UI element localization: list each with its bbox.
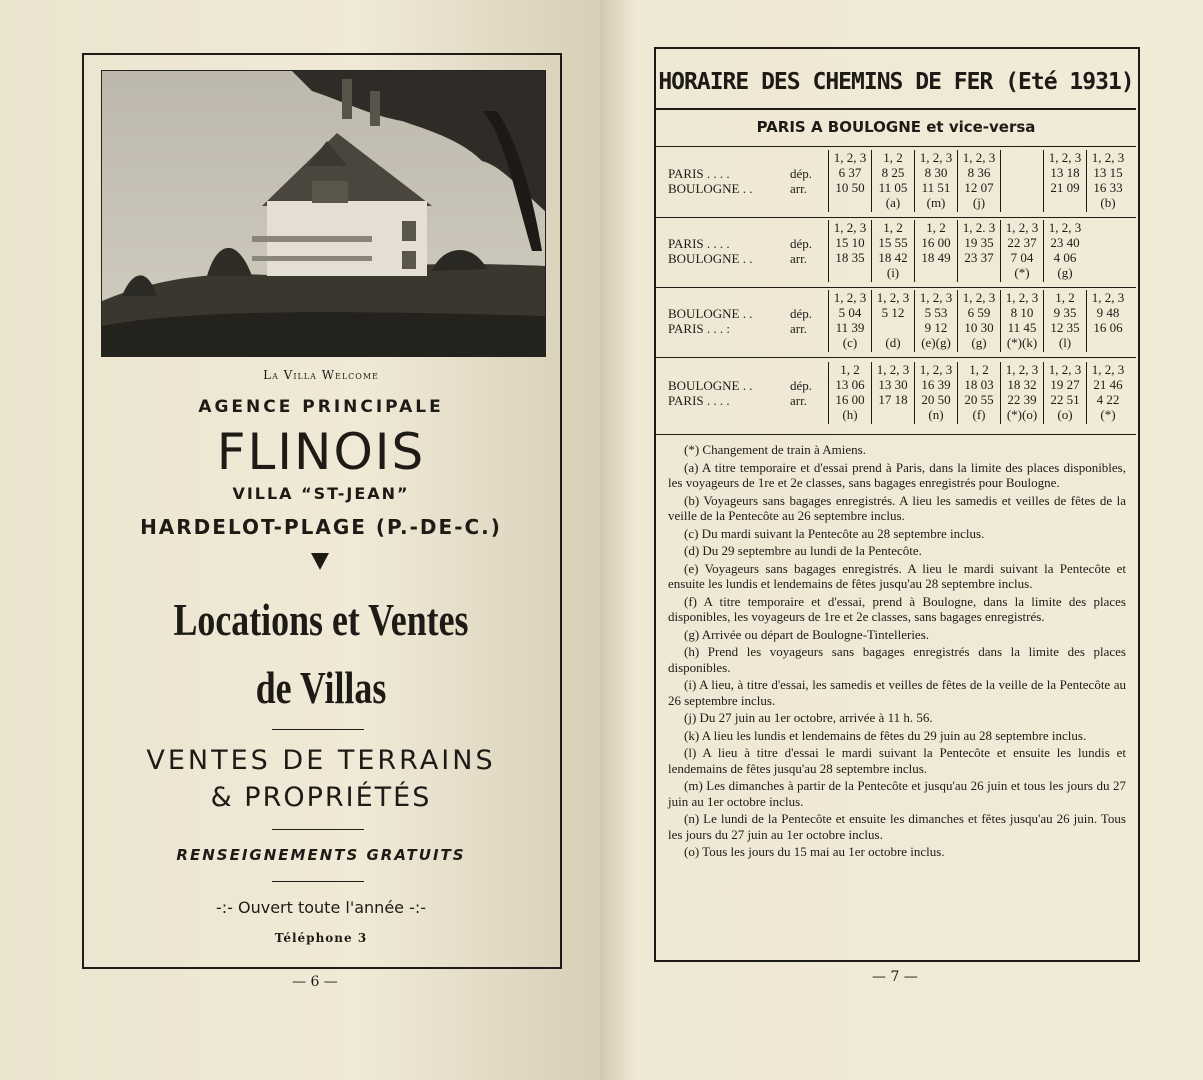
company-name: FLINOIS	[216, 423, 426, 481]
note-item: (c) Du mardi suivant la Pentecôte au 28 septembre inclus.	[684, 525, 985, 541]
train-cls: 1, 2. 3	[962, 220, 996, 235]
train-t1: 9 35	[1053, 305, 1077, 320]
train-t2: 4 22	[1096, 392, 1120, 407]
train-t2: 7 04	[1010, 250, 1034, 265]
train-column	[1043, 362, 1086, 424]
station-name: PARIS . . . :	[668, 321, 731, 336]
note-item: (j) Du 27 juin au 1er octobre, arrivée à 11 h. 56.	[684, 710, 933, 725]
train-column	[914, 150, 957, 212]
train-column	[1000, 290, 1043, 352]
train-column	[1086, 150, 1129, 212]
train-cls: 1, 2, 3	[1048, 362, 1082, 377]
dep-arr-label: arr.	[790, 181, 807, 196]
note-item: (h) Prend les voyageurs sans bagages enregistrés dans la limite des places disponibles.	[668, 644, 1126, 675]
note-item: (m) Les dimanches à partir de la Pentecôte et jusqu'au 26 juin et tous les jours du 27 juin au 1er octobre inclus.	[668, 778, 1126, 809]
train-note: (c)	[842, 335, 858, 350]
note-item: (f) A titre temporaire et d'essai, prend à Boulogne, dans la limite des places disponibles, les voyageurs de 1re et 2e classes, sans bagages enregistrés.	[668, 593, 1126, 624]
train-t1: 8 36	[967, 165, 991, 180]
dep-arr-label: arr.	[790, 321, 807, 336]
headline-line-1: Locations et Ventes	[173, 594, 469, 645]
station-name: BOULOGNE . .	[668, 306, 753, 321]
station-names	[668, 306, 784, 336]
train-note	[1001, 195, 1043, 210]
timetable-block	[668, 362, 1128, 426]
table-rule	[656, 287, 1136, 288]
train-t2	[1001, 180, 1043, 195]
train-column	[957, 220, 1000, 282]
page-number-right: — 7 —	[872, 969, 918, 985]
train-cls: 1, 2, 3	[1005, 362, 1039, 377]
train-cls: 1, 2	[883, 220, 903, 235]
train-column	[1000, 220, 1043, 282]
train-note: (i)	[886, 265, 900, 280]
train-t2: 10 50	[835, 180, 865, 195]
train-column	[828, 290, 871, 352]
train-note: (g)	[971, 335, 987, 350]
table-rule	[656, 434, 1136, 435]
table-rule	[656, 146, 1136, 147]
photo-caption: La Villa Welcome	[263, 368, 379, 382]
table-rule	[656, 217, 1136, 218]
train-column	[1000, 362, 1043, 424]
train-t1: 5 53	[924, 305, 948, 320]
train-t1: 8 30	[924, 165, 948, 180]
station-name: PARIS . . . .	[668, 393, 730, 408]
train-cls: 1, 2, 3	[1048, 150, 1082, 165]
train-t1: 13 30	[878, 377, 908, 392]
timetable-block	[668, 150, 1128, 214]
train-cls: 1, 2, 3	[1091, 150, 1125, 165]
train-t2: 9 12	[924, 320, 948, 335]
dep-arr-labels	[790, 378, 828, 408]
train-t2: 16 06	[1093, 320, 1123, 335]
train-t1: 5 12	[881, 305, 905, 320]
note-item: (l) A lieu à titre d'essai le mardi suivant la Pentecôte et ensuite les lundis et lendemains de fêtes jusqu'au 28 septembre inclus.	[668, 745, 1126, 776]
train-note: (e)(g)	[921, 335, 951, 350]
train-t2: 18 49	[921, 250, 951, 265]
train-note: (*)(k)	[1006, 335, 1038, 350]
train-note	[829, 195, 871, 210]
train-t1: 21 46	[1093, 377, 1123, 392]
note-item: (b) Voyageurs sans bagages enregistrés. A lieu les samedis et veilles de fêtes de la veille de la Pentecôte au 26 septembre inclus.	[668, 492, 1126, 523]
train-note: (l)	[1058, 335, 1072, 350]
train-cls: 1, 2, 3	[962, 150, 996, 165]
train-t1: 22 37	[1007, 235, 1037, 250]
train-column	[1043, 290, 1086, 352]
station-name: BOULOGNE . .	[668, 251, 753, 266]
train-t1: 18 03	[964, 377, 994, 392]
train-t1: 15 10	[835, 235, 865, 250]
train-cls: 1, 2, 3	[876, 290, 910, 305]
train-t2: 18 35	[835, 250, 865, 265]
timetable-block	[668, 220, 1128, 284]
divider	[272, 729, 364, 730]
train-cls: 1, 2	[926, 220, 946, 235]
train-column	[914, 362, 957, 424]
train-note	[872, 407, 914, 422]
train-t1: 23 40	[1050, 235, 1080, 250]
train-column	[914, 290, 957, 352]
ventes-line-2: & PROPRIÉTÉS	[210, 782, 432, 813]
note-item: (g) Arrivée ou départ de Boulogne-Tintelleries.	[684, 626, 930, 642]
train-cls: 1, 2, 3	[919, 150, 953, 165]
train-note: (f)	[972, 407, 986, 422]
train-cls: 1, 2, 3	[919, 290, 953, 305]
train-column	[828, 150, 871, 212]
note-item: (d) Du 29 septembre au lundi de la Pentecôte.	[684, 543, 922, 558]
train-t2: 12 35	[1050, 320, 1080, 335]
station-names	[668, 236, 784, 266]
train-column	[871, 362, 914, 424]
train-note: (*)(o)	[1006, 407, 1038, 422]
train-t1	[1001, 165, 1043, 180]
train-t2	[872, 320, 914, 335]
location-name: HARDELOT-PLAGE (P.-DE-C.)	[140, 515, 502, 539]
train-cls: 1, 2, 3	[919, 362, 953, 377]
dep-arr-label: dép.	[790, 378, 813, 393]
train-cls: 1, 2, 3	[1091, 290, 1125, 305]
timetable-block	[668, 290, 1128, 354]
dep-arr-label: dép.	[790, 236, 813, 251]
ouvert-text: -:- Ouvert toute l'année -:-	[215, 898, 427, 917]
train-t2: 18 42	[878, 250, 908, 265]
train-t2: 16 00	[835, 392, 865, 407]
dep-arr-label: arr.	[790, 393, 807, 408]
train-t2: 17 18	[878, 392, 908, 407]
page-number-left: — 6 —	[292, 974, 338, 990]
train-t1: 19 35	[964, 235, 994, 250]
table-rule	[656, 357, 1136, 358]
train-cls	[1001, 150, 1043, 165]
train-t1: 6 37	[838, 165, 862, 180]
timetable-subtitle: PARIS A BOULOGNE et vice-versa	[756, 118, 1036, 136]
train-t1: 18 32	[1007, 377, 1037, 392]
villa-name: VILLA “ST-JEAN”	[232, 484, 410, 503]
station-name: BOULOGNE . .	[668, 181, 753, 196]
train-t1: 16 39	[921, 377, 951, 392]
train-note	[1044, 195, 1086, 210]
train-t2: 23 37	[964, 250, 994, 265]
note-item: (e) Voyageurs sans bagages enregistrés. A lieu le mardi suivant la Pentecôte et ensuite les lundis et lendemains de fêtes jusqu'au 28 septembre inclus.	[668, 560, 1126, 591]
train-t1: 16 00	[921, 235, 951, 250]
note-item: (o) Tous les jours du 15 mai au 1er octobre inclus.	[684, 844, 945, 859]
train-cls: 1, 2, 3	[1005, 220, 1039, 235]
train-note: (b)	[1100, 195, 1116, 210]
train-note: (n)	[928, 407, 944, 422]
train-t2: 20 50	[921, 392, 951, 407]
divider	[272, 829, 364, 830]
train-t2: 12 07	[964, 180, 994, 195]
train-t1: 15 55	[878, 235, 908, 250]
train-column	[957, 290, 1000, 352]
triangle-ornament	[311, 553, 329, 570]
dep-arr-label: dép.	[790, 306, 813, 321]
train-t2: 11 45	[1007, 320, 1037, 335]
train-column	[1000, 150, 1043, 212]
train-t1: 9 48	[1096, 305, 1120, 320]
villa-photo	[101, 70, 546, 357]
dep-arr-labels	[790, 306, 828, 336]
train-column	[871, 290, 914, 352]
train-t1: 6 59	[967, 305, 991, 320]
note-item: (k) A lieu les lundis et lendemains de fêtes du 29 juin au 28 septembre inclus.	[684, 727, 1087, 743]
train-cls: 1, 2, 3	[1091, 362, 1125, 377]
train-column	[828, 220, 871, 282]
train-column	[957, 362, 1000, 424]
title-rule	[656, 108, 1136, 110]
train-cls: 1, 2	[883, 150, 903, 165]
train-t2: 11 39	[835, 320, 865, 335]
train-note: (o)	[1057, 407, 1073, 422]
train-note: (a)	[885, 195, 901, 210]
train-note: (g)	[1057, 265, 1073, 280]
train-t2: 21 09	[1050, 180, 1080, 195]
train-cls: 1, 2, 3	[1048, 220, 1082, 235]
train-column	[871, 150, 914, 212]
dep-arr-label: arr.	[790, 251, 807, 266]
train-cls: 1, 2, 3	[833, 220, 867, 235]
train-column	[1086, 290, 1129, 352]
train-cls: 1, 2	[1055, 290, 1075, 305]
train-t1: 13 15	[1093, 165, 1123, 180]
dep-arr-label: dép.	[790, 166, 813, 181]
train-column	[1043, 220, 1086, 282]
train-note: (*)	[1014, 265, 1030, 280]
train-t1: 8 10	[1010, 305, 1034, 320]
train-column	[871, 220, 914, 282]
train-t2: 22 51	[1050, 392, 1080, 407]
train-t1: 13 06	[835, 377, 865, 392]
train-t2: 11 51	[921, 180, 951, 195]
telephone-text: Téléphone 3	[274, 931, 368, 945]
renseignements-text: RENSEIGNEMENTS GRATUITS	[176, 846, 466, 864]
train-t1: 8 25	[881, 165, 905, 180]
train-cls: 1, 2	[840, 362, 860, 377]
train-cls: 1, 2	[969, 362, 989, 377]
train-t2: 22 39	[1007, 392, 1037, 407]
train-cls: 1, 2, 3	[876, 362, 910, 377]
train-note: (d)	[885, 335, 901, 350]
dep-arr-labels	[790, 236, 828, 266]
train-t2: 11 05	[878, 180, 908, 195]
train-note: (*)	[1100, 407, 1116, 422]
dep-arr-labels	[790, 166, 828, 196]
train-note: (j)	[972, 195, 986, 210]
train-column	[957, 150, 1000, 212]
train-note	[829, 265, 871, 280]
train-note	[1087, 335, 1129, 350]
train-cls: 1, 2, 3	[1005, 290, 1039, 305]
ventes-line-1: VENTES DE TERRAINS	[146, 745, 496, 776]
timetable-notes	[668, 442, 1126, 862]
divider	[272, 881, 364, 882]
note-item: (n) Le lundi de la Pentecôte et ensuite les dimanches et fêtes jusqu'au 26 juin. Tous les jours du 27 juin au 1er octobre inclus.	[668, 811, 1126, 842]
train-column	[1086, 362, 1129, 424]
train-note: (m)	[926, 195, 946, 210]
station-name: PARIS . . . .	[668, 166, 730, 181]
train-t2: 16 33	[1093, 180, 1123, 195]
train-t2: 20 55	[964, 392, 994, 407]
train-note	[958, 265, 1000, 280]
train-t1: 19 27	[1050, 377, 1080, 392]
train-cls: 1, 2, 3	[833, 290, 867, 305]
train-note	[915, 265, 957, 280]
train-note: (h)	[842, 407, 858, 422]
train-t2: 10 30	[964, 320, 994, 335]
train-t2: 4 06	[1053, 250, 1077, 265]
train-cls: 1, 2, 3	[962, 290, 996, 305]
station-names	[668, 378, 784, 408]
train-cls: 1, 2, 3	[833, 150, 867, 165]
note-item: (*) Changement de train à Amiens.	[684, 442, 866, 457]
station-names	[668, 166, 784, 196]
headline-line-2: de Villas	[255, 662, 387, 713]
train-column	[914, 220, 957, 282]
station-name: PARIS . . . .	[668, 236, 730, 251]
station-name: BOULOGNE . .	[668, 378, 753, 393]
train-t1: 5 04	[838, 305, 862, 320]
note-item: (i) A lieu, à titre d'essai, les samedis et veilles de fêtes de la veille de la Pentecôte au 26 septembre inclus.	[668, 677, 1126, 708]
agence-heading: AGENCE PRINCIPALE	[198, 397, 444, 417]
train-column	[1043, 150, 1086, 212]
train-column	[828, 362, 871, 424]
train-t1: 13 18	[1050, 165, 1080, 180]
note-item: (a) A titre temporaire et d'essai prend à Paris, dans la limite des places disponibles, les voyageurs de 1re et 2e classes, sans bagages enregistrés pour Boulogne.	[668, 459, 1126, 490]
timetable-title: HORAIRE DES CHEMINS DE FER (Eté 1931)	[658, 69, 1134, 95]
